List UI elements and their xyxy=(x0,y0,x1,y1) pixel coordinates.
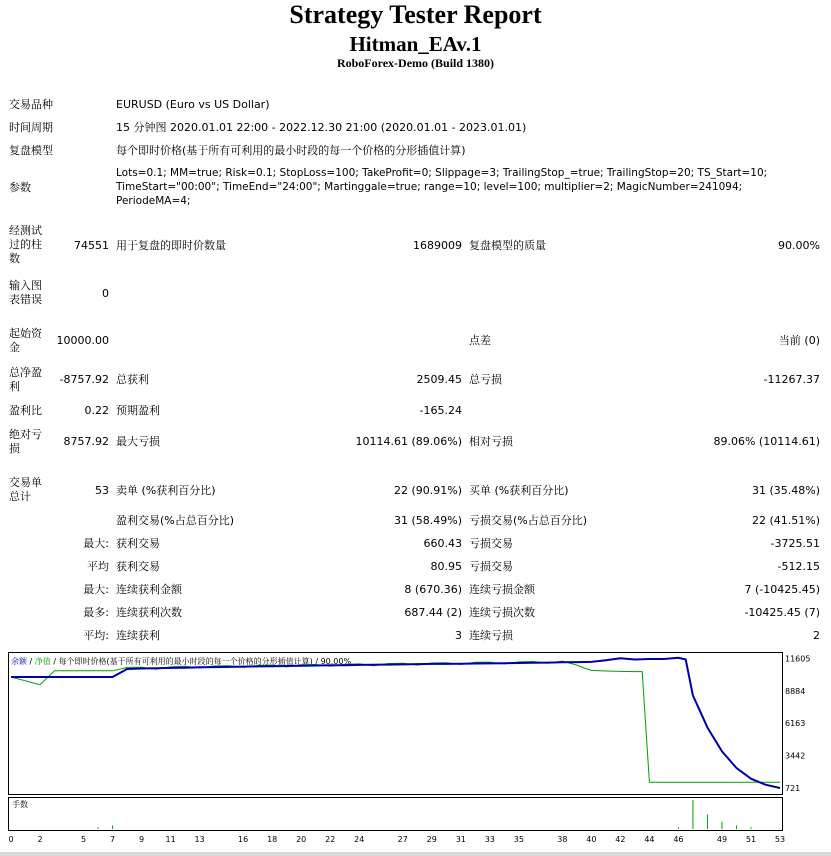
largest-loss-value: -3725.51 xyxy=(770,537,820,550)
loss-trades-label: 亏损交易(%占总百分比) xyxy=(469,514,588,527)
profit-factor-value: 0.22 xyxy=(84,404,109,417)
max-drawdown-value: 10114.61 (89.06%) xyxy=(355,435,462,448)
period-label: 时间周期 xyxy=(9,121,53,134)
quality-label: 复盘模型的质量 xyxy=(469,239,546,252)
average-loss-value: -512.15 xyxy=(777,560,820,573)
expected-payoff-value: -165.24 xyxy=(419,404,462,417)
ticks-label: 用于复盘的即时价数量 xyxy=(116,239,226,252)
x-tick-label: 40 xyxy=(586,835,597,844)
symbol-value: EURUSD (Euro vs US Dollar) xyxy=(116,98,270,111)
report-title: Strategy Tester Report xyxy=(289,0,542,29)
deposit-value: 10000.00 xyxy=(56,334,109,347)
avg-label: 平均: xyxy=(83,629,109,642)
deposit-label: 起始资金 xyxy=(9,327,42,354)
params-value: Lots=0.1; MM=true; Risk=0.1; StopLoss=100; TakeProfit=0; Slippage=3; TrailingStop_=true; TrailingStop=20; TS_Start=10; TimeStart="00:00"; TimeEnd="24:00"; Martinggale=true; range=10; level=100; multiplier=2; MagicNumber=241094; PeriodeMA=4; xyxy=(116,167,768,207)
short-positions-value: 22 (90.91%) xyxy=(393,484,462,497)
most-label: 最多: xyxy=(83,606,109,619)
x-tick-label: 9 xyxy=(139,835,145,844)
x-tick-label: 38 xyxy=(557,835,568,844)
average-profit-label: 获利交易 xyxy=(116,560,160,573)
quality-value: 90.00% xyxy=(778,239,820,252)
long-positions-value: 31 (35.48%) xyxy=(751,484,820,497)
model-label: 复盘模型 xyxy=(9,144,53,157)
y-tick-label: 11605 xyxy=(785,654,811,664)
bars-label: 经测试过的柱数 xyxy=(9,224,42,265)
y-tick-label: 8884 xyxy=(785,686,806,696)
net-profit-label: 总净盈利 xyxy=(9,366,42,393)
server-build: RoboForex-Demo (Build 1380) xyxy=(336,56,495,70)
x-tick-label: 2 xyxy=(37,835,43,844)
x-tick-label: 5 xyxy=(81,835,87,844)
x-tick-label: 42 xyxy=(615,835,626,844)
errors-value: 0 xyxy=(102,287,109,300)
x-tick-label: 13 xyxy=(194,835,205,844)
avg-consec-wins-value: 3 xyxy=(455,629,462,642)
profit-trades-value: 31 (58.49%) xyxy=(393,514,462,527)
lots-label: 手数 xyxy=(12,800,28,809)
y-tick-label: 3442 xyxy=(785,751,806,761)
x-tick-label: 27 xyxy=(397,835,408,844)
most-consec-profit-label: 连续获利次数 xyxy=(116,606,182,619)
period-value: 15 分钟图 2020.01.01 22:00 - 2022.12.30 21:00 (2020.01.01 - 2023.01.01) xyxy=(116,121,527,134)
x-tick-label: 20 xyxy=(296,835,307,844)
average-profit-value: 80.95 xyxy=(430,560,462,573)
most-consec-loss-value: -10425.45 (7) xyxy=(744,606,820,619)
x-tick-label: 53 xyxy=(774,835,786,844)
gross-profit-value: 2509.45 xyxy=(416,373,462,386)
gross-profit-label: 总获利 xyxy=(116,373,149,386)
avg-consec-losses-label: 连续亏损 xyxy=(469,629,513,642)
max-consec-wins-label: 连续获利金额 xyxy=(116,583,182,596)
max-drawdown-label: 最大亏损 xyxy=(116,435,160,448)
legend-model: 每个即时价格(基于所有可利用的最小时段的每一个价格的分形插值计算) / 90.00% xyxy=(58,657,352,666)
symbol-label: 交易品种 xyxy=(9,98,53,111)
expected-payoff-label: 预期盈利 xyxy=(116,404,160,417)
x-tick-label: 18 xyxy=(267,835,278,844)
x-tick-label: 49 xyxy=(716,835,728,844)
spread-value: 当前 (0) xyxy=(778,334,820,347)
legend-balance: 余额 xyxy=(11,657,27,666)
long-positions-label: 买单 (%获利百分比) xyxy=(469,484,569,497)
x-tick-label: 44 xyxy=(644,835,655,844)
largest-label: 最大: xyxy=(83,537,109,550)
x-tick-label: 11 xyxy=(165,835,176,844)
relative-drawdown-value: 89.06% (10114.61) xyxy=(713,435,820,448)
most-consec-profit-value: 687.44 (2) xyxy=(404,606,462,619)
x-tick-label: 0 xyxy=(8,835,14,844)
legend-equity: 净值 xyxy=(34,657,51,666)
x-tick-label: 16 xyxy=(238,835,249,844)
absolute-drawdown-value: 8757.92 xyxy=(63,435,109,448)
model-value: 每个即时价格(基于所有可利用的最小时段的每一个价格的分形插值计算) xyxy=(116,144,466,157)
maximum-label: 最大: xyxy=(83,583,109,596)
max-consec-wins-value: 8 (670.36) xyxy=(404,583,462,596)
x-tick-label: 24 xyxy=(354,835,365,844)
x-tick-label: 35 xyxy=(513,835,524,844)
loss-trades-value: 22 (41.51%) xyxy=(751,514,820,527)
balance-chart xyxy=(8,652,823,848)
ticks-value: 1689009 xyxy=(413,239,462,252)
gross-loss-value: -11267.37 xyxy=(763,373,820,386)
x-tick-label: 29 xyxy=(426,835,437,844)
total-trades-value: 53 xyxy=(95,484,109,497)
most-consec-loss-label: 连续亏损次数 xyxy=(469,606,535,619)
main-plot-frame xyxy=(9,653,783,795)
lots-plot-frame xyxy=(9,798,783,831)
profit-factor-label: 盈利比 xyxy=(9,404,42,417)
errors-label: 输入图表错误 xyxy=(9,279,42,306)
x-tick-label: 33 xyxy=(484,835,495,844)
avg-consec-losses-value: 2 xyxy=(813,629,820,642)
profit-trades-label: 盈利交易(%占总百分比) xyxy=(116,514,235,527)
avg-consec-wins-label: 连续获利 xyxy=(116,629,160,642)
chart-legend: 余额 / 净值 / 每个即时价格(基于所有可利用的最小时段的每一个价格的分形插值计算) / 90.00% xyxy=(11,657,352,666)
net-profit-value: -8757.92 xyxy=(59,373,109,386)
absolute-drawdown-label: 绝对亏损 xyxy=(9,428,42,455)
bottom-bar xyxy=(0,852,831,856)
y-tick-label: 6163 xyxy=(785,719,806,729)
relative-drawdown-label: 相对亏损 xyxy=(469,435,513,448)
gross-loss-label: 总亏损 xyxy=(469,373,502,386)
ea-name: Hitman_EAv.1 xyxy=(349,32,482,56)
average-loss-label: 亏损交易 xyxy=(469,560,513,573)
average-label: 平均 xyxy=(87,560,109,573)
largest-loss-label: 亏损交易 xyxy=(469,537,513,550)
x-tick-label: 22 xyxy=(325,835,336,844)
x-tick-label: 7 xyxy=(110,835,116,844)
total-trades-label: 交易单总计 xyxy=(9,476,42,503)
largest-profit-label: 获利交易 xyxy=(116,537,160,550)
params-label: 参数 xyxy=(9,181,31,194)
bars-value: 74551 xyxy=(74,239,109,252)
max-consec-losses-value: 7 (-10425.45) xyxy=(744,583,820,596)
y-tick-label: 721 xyxy=(785,784,801,793)
largest-profit-value: 660.43 xyxy=(423,537,462,550)
x-tick-label: 51 xyxy=(745,835,757,844)
short-positions-label: 卖单 (%获利百分比) xyxy=(116,484,216,497)
x-tick-label: 31 xyxy=(455,835,466,844)
spread-label: 点差 xyxy=(469,334,491,347)
max-consec-losses-label: 连续亏损金额 xyxy=(469,583,535,596)
x-tick-label: 46 xyxy=(673,835,684,844)
